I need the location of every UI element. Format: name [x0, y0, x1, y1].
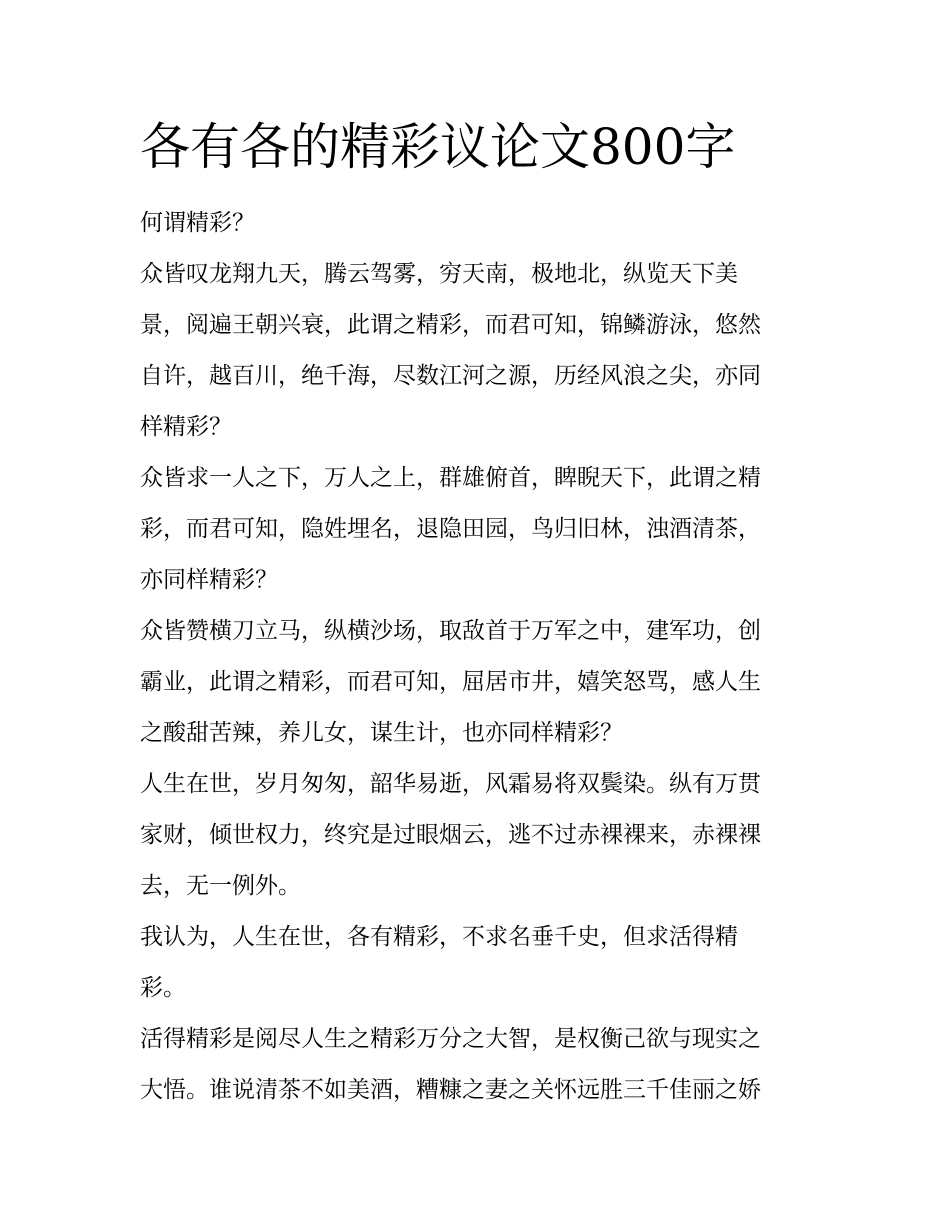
paragraph-2: [140, 249, 812, 453]
paragraph-line: 去，无一例外。: [140, 873, 301, 899]
paragraph-6: [140, 912, 812, 1014]
paragraph-line: 众皆叹龙翔九天，腾云驾雾，穷天南，极地北，纵览天下美: [140, 261, 738, 287]
paragraph-7: [140, 1014, 812, 1116]
paragraph-line: 我认为，人生在世，各有精彩，不求名垂千史，但求活得精: [140, 924, 738, 950]
paragraph-line: 彩，而君可知，隐姓埋名，退隐田园，鸟归旧林，浊酒清茶，: [140, 516, 761, 542]
paragraph-line: 何谓精彩？: [140, 210, 255, 236]
paragraph-line: 之酸甜苦辣，养儿女，谋生计，也亦同样精彩？: [140, 720, 623, 746]
paragraph-line: 大悟。谁说清茶不如美酒，糟糠之妻之关怀远胜三千佳丽之娇: [140, 1077, 761, 1103]
paragraph-line: 众皆求一人之下，万人之上，群雄俯首，睥睨天下，此谓之精: [140, 465, 761, 491]
paragraph-line: 家财，倾世权力，终究是过眼烟云，逃不过赤裸裸来，赤裸裸: [140, 822, 761, 848]
paragraph-line: 彩。: [140, 975, 186, 1001]
paragraph-line: 亦同样精彩？: [140, 567, 278, 593]
paragraph-1: [140, 198, 812, 249]
paragraph-line: 人生在世，岁月匆匆，韶华易逝，风霜易将双鬓染。纵有万贯: [140, 771, 761, 797]
paragraph-line: 样精彩？: [140, 414, 232, 440]
document-body: [140, 198, 812, 1116]
paragraph-line: 霸业，此谓之精彩，而君可知，屈居市井，嬉笑怒骂，感人生: [140, 669, 761, 695]
paragraph-line: 自许，越百川，绝千海，尽数江河之源，历经风浪之尖，亦同: [140, 363, 761, 389]
document-title: 各有各的精彩议论文800字: [140, 118, 736, 176]
paragraph-5: [140, 759, 812, 912]
paragraph-line: 活得精彩是阅尽人生之精彩万分之大智，是权衡己欲与现实之: [140, 1026, 761, 1052]
paragraph-line: 众皆赞横刀立马，纵横沙场，取敌首于万军之中，建军功，创: [140, 618, 761, 644]
paragraph-3: [140, 453, 812, 606]
paragraph-4: [140, 606, 812, 759]
paragraph-line: 景，阅遍王朝兴衰，此谓之精彩，而君可知，锦鳞游泳，悠然: [140, 312, 761, 338]
